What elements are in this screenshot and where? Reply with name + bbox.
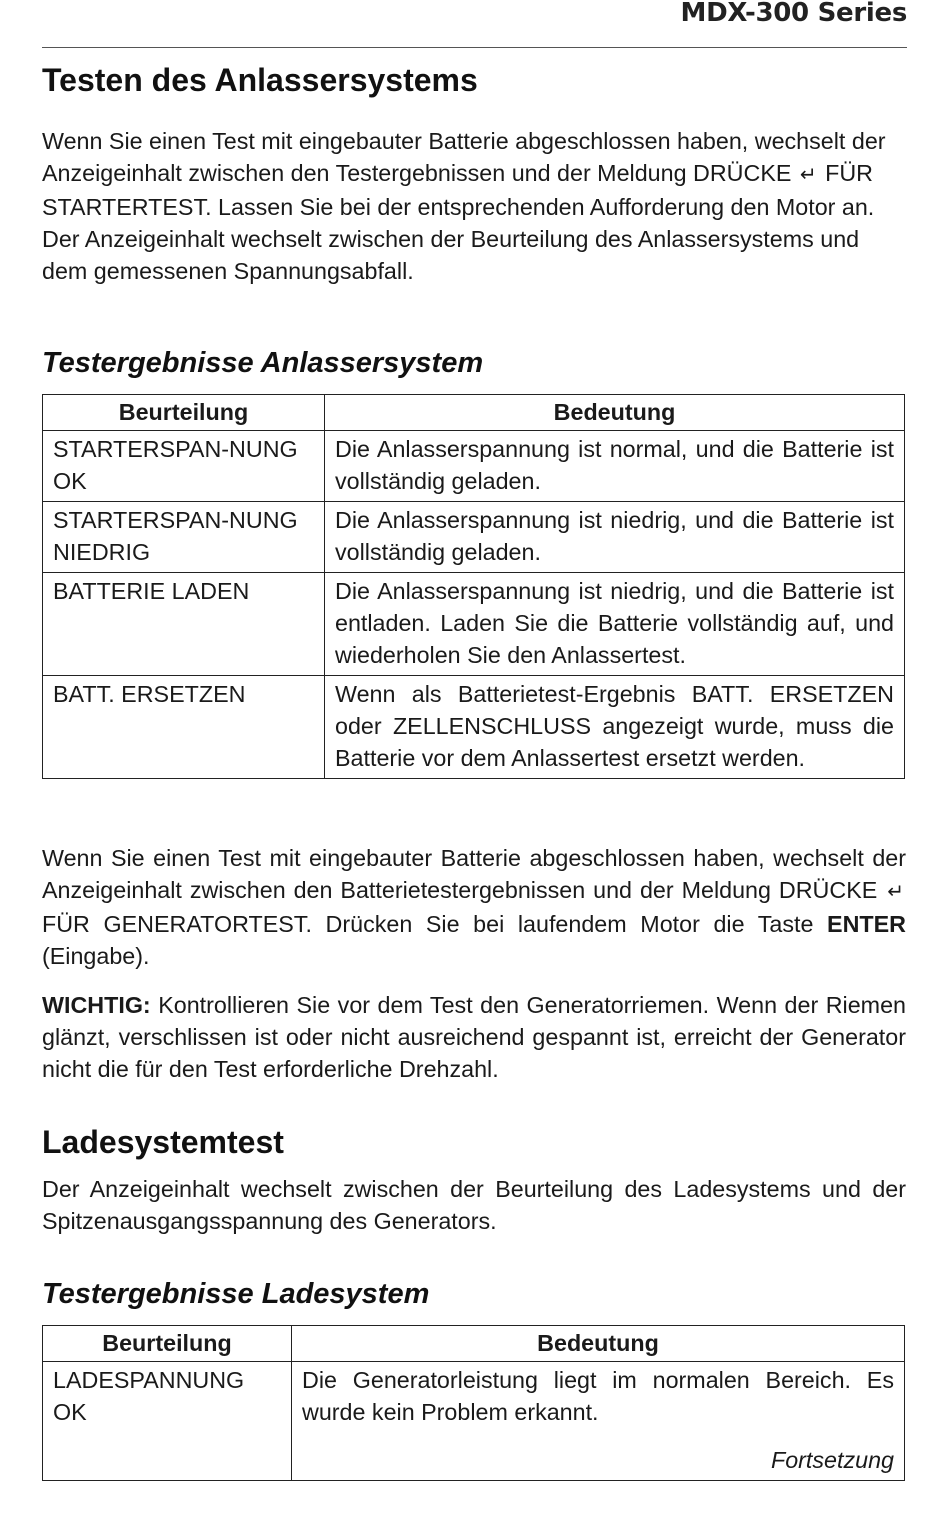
table-header-row: [43, 395, 905, 431]
table-row: [43, 573, 905, 676]
starter-results-table-wrap: [42, 394, 906, 779]
header-divider: [42, 47, 907, 48]
meaning-cell: Die Generatorleistung liegt im normalen Bereich. Es wurde kein Problem erkannt.: [302, 1367, 894, 1425]
rating-cell: BATT. ERSETZEN: [43, 676, 325, 779]
charging-results-table-wrap: [42, 1325, 906, 1481]
important-text: Kontrollieren Sie vor dem Test den Generatorriemen. Wenn der Riemen glänzt, verschlissen ist oder nicht ausreichend gespannt ist, erreicht der Generator nicht die für den Test erforderliche Drehzahl.: [42, 992, 906, 1082]
starter-intro-paragraph: [42, 125, 906, 287]
table-row: [43, 676, 905, 779]
important-note-paragraph: [42, 989, 906, 1085]
starter-results-subtitle: Testergebnisse Anlassersystem: [42, 347, 484, 379]
column-header-rating: Beurteilung: [43, 395, 325, 431]
rating-cell: BATTERIE LADEN: [43, 573, 325, 676]
enter-key-label: ENTER: [827, 911, 906, 937]
table-row: [43, 431, 905, 502]
meaning-cell: Wenn als Batterietest-Ergebnis BATT. ERSETZEN oder ZELLENSCHLUSS angezeigt wurde, muss die Batterie vor dem Anlassertest ersetzt werden.: [325, 676, 905, 779]
generator-intro-text-2: FÜR GENERATORTEST. Drücken Sie bei laufendem Motor die Taste: [42, 911, 828, 937]
rating-cell: STARTERSPAN-NUNG NIEDRIG: [43, 502, 325, 573]
section-title-charging: Ladesystemtest: [42, 1124, 284, 1160]
rating-cell: LADESPANNUNG OK: [43, 1362, 292, 1481]
column-header-meaning: Bedeutung: [292, 1326, 905, 1362]
table-row: [43, 1362, 905, 1481]
meaning-cell: Die Anlasserspannung ist niedrig, und die Batterie ist entladen. Laden Sie die Batterie vollständig auf, und wiederholen Sie den Anlassertest.: [325, 573, 905, 676]
column-header-meaning: Bedeutung: [325, 395, 905, 431]
charging-intro-paragraph: Der Anzeigeinhalt wechselt zwischen der Beurteilung des Ladesystems und der Spitzenausgangsspannung des Generators.: [42, 1176, 906, 1234]
generator-intro-text-3: (Eingabe).: [42, 943, 150, 969]
series-title: MDX-300 Series: [680, 0, 907, 28]
meaning-cell-wrap: [292, 1362, 905, 1481]
starter-results-table: [42, 394, 905, 779]
table-row: [43, 502, 905, 573]
important-label: WICHTIG:: [42, 992, 151, 1018]
charging-results-subtitle: Testergebnisse Ladesystem: [42, 1278, 430, 1310]
generator-intro-paragraph: [42, 842, 906, 972]
charging-results-table: [42, 1325, 905, 1481]
enter-arrow-icon: ↵: [887, 881, 904, 903]
rating-cell: STARTERSPAN-NUNG OK: [43, 431, 325, 502]
generator-intro-text-1: Wenn Sie einen Test mit eingebauter Batterie abgeschlossen haben, wechselt der Anzeigeinhalt zwischen den Batterietestergebnissen und der Meldung DRÜCKE: [42, 845, 906, 903]
enter-arrow-icon: ↵: [799, 164, 817, 186]
section-title-starter: Testen des Anlassersystems: [42, 62, 478, 98]
starter-intro-text-1: Wenn Sie einen Test mit eingebauter Batterie abgeschlossen haben, wechselt der Anzeigeinhalt zwischen den Testergebnissen und der Meldung DRÜCKE: [42, 128, 886, 186]
meaning-cell: Die Anlasserspannung ist niedrig, und die Batterie ist vollständig geladen.: [325, 502, 905, 573]
column-header-rating: Beurteilung: [43, 1326, 292, 1362]
continued-label: Fortsetzung: [770, 1447, 894, 1473]
table-header-row: [43, 1326, 905, 1362]
meaning-cell: Die Anlasserspannung ist normal, und die Batterie ist vollständig geladen.: [325, 431, 905, 502]
starter-intro-text-2: FÜR STARTERTEST. Lassen Sie bei der entsprechenden Aufforderung den Motor an. Der Anzeigeinhalt wechselt zwischen der Beurteilung des Anlassersystems und dem gemessenen Spannungsabfall.: [42, 160, 875, 284]
